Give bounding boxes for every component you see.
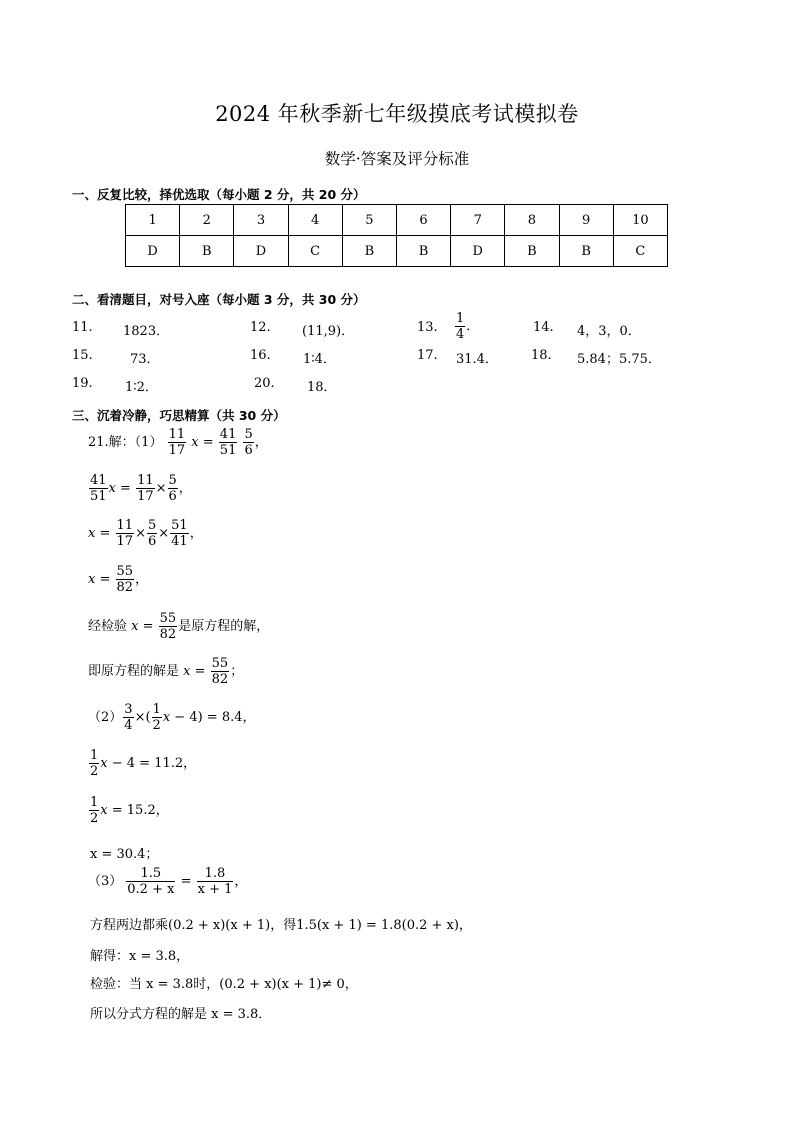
table-cell: D xyxy=(126,236,180,267)
q19-number: 19. xyxy=(72,376,93,391)
q12-answer: (11,9)． xyxy=(302,324,355,339)
table-cell: 6 xyxy=(396,205,450,236)
variable-x: x xyxy=(162,710,171,725)
line-tail: ； xyxy=(230,664,244,679)
fraction-denominator: 6 xyxy=(244,443,253,458)
table-cell: C xyxy=(288,236,342,267)
equals-sign: = xyxy=(95,526,115,541)
table-cell: 10 xyxy=(613,205,667,236)
solution-line-9 xyxy=(88,795,169,826)
q21-label: 21.解：（1） xyxy=(88,435,163,450)
table-cell: D xyxy=(451,236,505,267)
variable-x: x xyxy=(191,435,199,450)
line-tail: ， xyxy=(234,874,248,889)
expression-rest: = 15.2， xyxy=(107,803,169,818)
line-tail: ， xyxy=(189,526,203,541)
fraction-denominator: 51 xyxy=(219,443,237,458)
solution-line-8 xyxy=(88,748,196,779)
fraction-denominator: 82 xyxy=(116,580,134,595)
fraction-denominator: 4 xyxy=(124,718,133,733)
fraction-denominator: 2 xyxy=(152,718,161,733)
expression-rest: − 4) = 8.4， xyxy=(170,710,256,725)
variable-x: x xyxy=(108,481,116,496)
q18-answer: 5.84；5.75． xyxy=(577,352,661,367)
fraction-numerator: 41 xyxy=(219,427,237,442)
q14-number: 14. xyxy=(533,320,554,335)
fraction-numerator: 11 xyxy=(168,427,186,442)
equals-sign: = xyxy=(198,435,218,450)
table-cell: 7 xyxy=(451,205,505,236)
q17-answer: 31.4． xyxy=(456,352,498,367)
solution-line-2 xyxy=(88,473,192,504)
equals-sign: = xyxy=(95,572,115,587)
times-sign: × xyxy=(158,526,170,541)
text-prefix: 即原方程的解是 xyxy=(88,664,184,679)
fraction-numerator: 11 xyxy=(116,518,134,533)
table-cell: B xyxy=(396,236,450,267)
page-title: 2024 年秋季新七年级摸底考试模拟卷 xyxy=(215,102,579,126)
solution-line-3 xyxy=(88,518,203,549)
q13-number: 13. xyxy=(417,320,438,335)
page-subtitle: 数学·答案及评分标准 xyxy=(324,150,470,168)
times-sign: × xyxy=(155,481,167,496)
table-cell: 5 xyxy=(342,205,396,236)
section3-heading: 三、沉着冷静，巧思精算（共 30 分） xyxy=(72,408,286,423)
fraction-numerator: 5 xyxy=(244,427,253,442)
fraction-numerator: 5 xyxy=(168,473,177,488)
solution-line-14: 检验：当 x = 3.8时，(0.2 + x)(x + 1)≠ 0， xyxy=(90,977,358,992)
q15-answer: 73． xyxy=(130,352,160,367)
fraction-denominator: x + 1 xyxy=(197,882,233,897)
solution-line-13: 解得：x = 3.8， xyxy=(90,949,190,964)
equals-sign: = xyxy=(190,664,210,679)
fraction-numerator: 55 xyxy=(211,656,229,671)
table-row-answers xyxy=(126,236,668,267)
q14-answer: 4，3，0． xyxy=(577,324,641,339)
section2-heading: 二、看清题目，对号入座（每小题 3 分，共 30 分） xyxy=(72,292,366,307)
text-prefix: 经检验 xyxy=(88,619,132,634)
times-sign: × xyxy=(135,526,146,541)
solution-line-15: 所以分式方程的解是 x = 3.8． xyxy=(90,1007,272,1022)
fraction-denominator: 6 xyxy=(168,489,177,504)
q12-number: 12. xyxy=(250,320,271,335)
fraction-denominator: 41 xyxy=(171,534,188,549)
variable-x: x xyxy=(88,572,96,587)
part-label: （2） xyxy=(88,710,123,725)
variable-x: x xyxy=(183,664,191,679)
variable-x: x xyxy=(100,756,108,771)
fraction-denominator: 82 xyxy=(159,627,177,642)
table-cell: 8 xyxy=(505,205,559,236)
line-tail: ， xyxy=(254,435,268,450)
fraction-numerator: 1 xyxy=(152,702,161,717)
fraction-numerator: 5 xyxy=(147,518,157,533)
fraction-numerator: 1.5 xyxy=(126,866,175,882)
table-cell: B xyxy=(342,236,396,267)
text-suffix: 是原方程的解， xyxy=(178,619,270,634)
fraction-numerator: 1.8 xyxy=(197,866,234,882)
q11-answer: 1823． xyxy=(123,324,170,339)
q19-answer: 1∶2． xyxy=(125,380,158,395)
table-cell: B xyxy=(180,236,234,267)
q20-answer: 18． xyxy=(307,380,337,395)
table-cell: 2 xyxy=(180,205,234,236)
fraction-denominator: 82 xyxy=(211,672,229,687)
solution-line-1 xyxy=(88,427,268,458)
solution-line-4 xyxy=(88,564,148,595)
solution-line-6 xyxy=(88,656,243,687)
fraction-numerator: 51 xyxy=(171,518,188,533)
fraction-denominator: 51 xyxy=(90,489,107,504)
q13-numerator: 1 xyxy=(456,311,465,326)
times-paren: ×( xyxy=(134,710,151,725)
q18-number: 18. xyxy=(531,348,552,363)
solution-line-12: 方程两边都乘(0.2 + x)(x + 1)，得1.5(x + 1) = 1.8(0.2 + x)， xyxy=(90,918,472,933)
fraction-denominator: 2 xyxy=(90,764,99,779)
solution-line-7 xyxy=(88,702,256,733)
equals-sign: = xyxy=(115,481,136,496)
table-cell: 1 xyxy=(126,205,180,236)
solution-line-5 xyxy=(88,611,269,642)
variable-x: x xyxy=(131,619,139,634)
q13-tail: ． xyxy=(466,319,480,334)
table-cell: B xyxy=(505,236,559,267)
table-cell: D xyxy=(234,236,288,267)
table-cell: 3 xyxy=(234,205,288,236)
equals-sign: = xyxy=(138,619,158,634)
table-cell: C xyxy=(613,236,667,267)
table-cell: B xyxy=(559,236,613,267)
solution-line-10: x = 30.4； xyxy=(90,847,159,862)
q17-number: 17. xyxy=(417,348,438,363)
q16-number: 16. xyxy=(250,348,271,363)
fraction-denominator: 17 xyxy=(168,443,186,458)
fraction-numerator: 55 xyxy=(116,564,134,579)
q20-number: 20. xyxy=(254,376,275,391)
fraction-numerator: 1 xyxy=(90,795,99,810)
section1-heading: 一、反复比较，择优选取（每小题 2 分，共 20 分） xyxy=(72,187,366,202)
q15-number: 15. xyxy=(72,348,93,363)
line-tail: ， xyxy=(178,481,192,496)
fraction-numerator: 11 xyxy=(137,473,154,488)
table-cell: 4 xyxy=(288,205,342,236)
q13-answer xyxy=(454,311,479,342)
table-cell: 9 xyxy=(559,205,613,236)
fraction-numerator: 3 xyxy=(124,702,133,717)
solution-line-11 xyxy=(88,866,247,897)
answer-table xyxy=(125,204,668,267)
q16-answer: 1∶4． xyxy=(303,352,336,367)
variable-x: x xyxy=(100,803,108,818)
fraction-denominator: 2 xyxy=(90,811,99,826)
variable-x: x xyxy=(88,526,96,541)
part-label: （3） xyxy=(88,874,123,889)
fraction-denominator: 17 xyxy=(137,489,154,504)
fraction-numerator: 55 xyxy=(159,611,177,626)
fraction-numerator: 1 xyxy=(90,748,99,763)
line-tail: ， xyxy=(135,572,149,587)
expression-rest: − 4 = 11.2， xyxy=(107,756,197,771)
fraction-denominator: 6 xyxy=(147,534,157,549)
fraction-denominator: 17 xyxy=(116,534,134,549)
table-row-numbers xyxy=(126,205,668,236)
q13-denominator: 4 xyxy=(456,327,465,342)
q11-number: 11. xyxy=(72,320,93,335)
equals-sign: = xyxy=(176,874,196,889)
fraction-numerator: 41 xyxy=(90,473,107,488)
fraction-denominator: 0.2 + x xyxy=(127,882,175,897)
